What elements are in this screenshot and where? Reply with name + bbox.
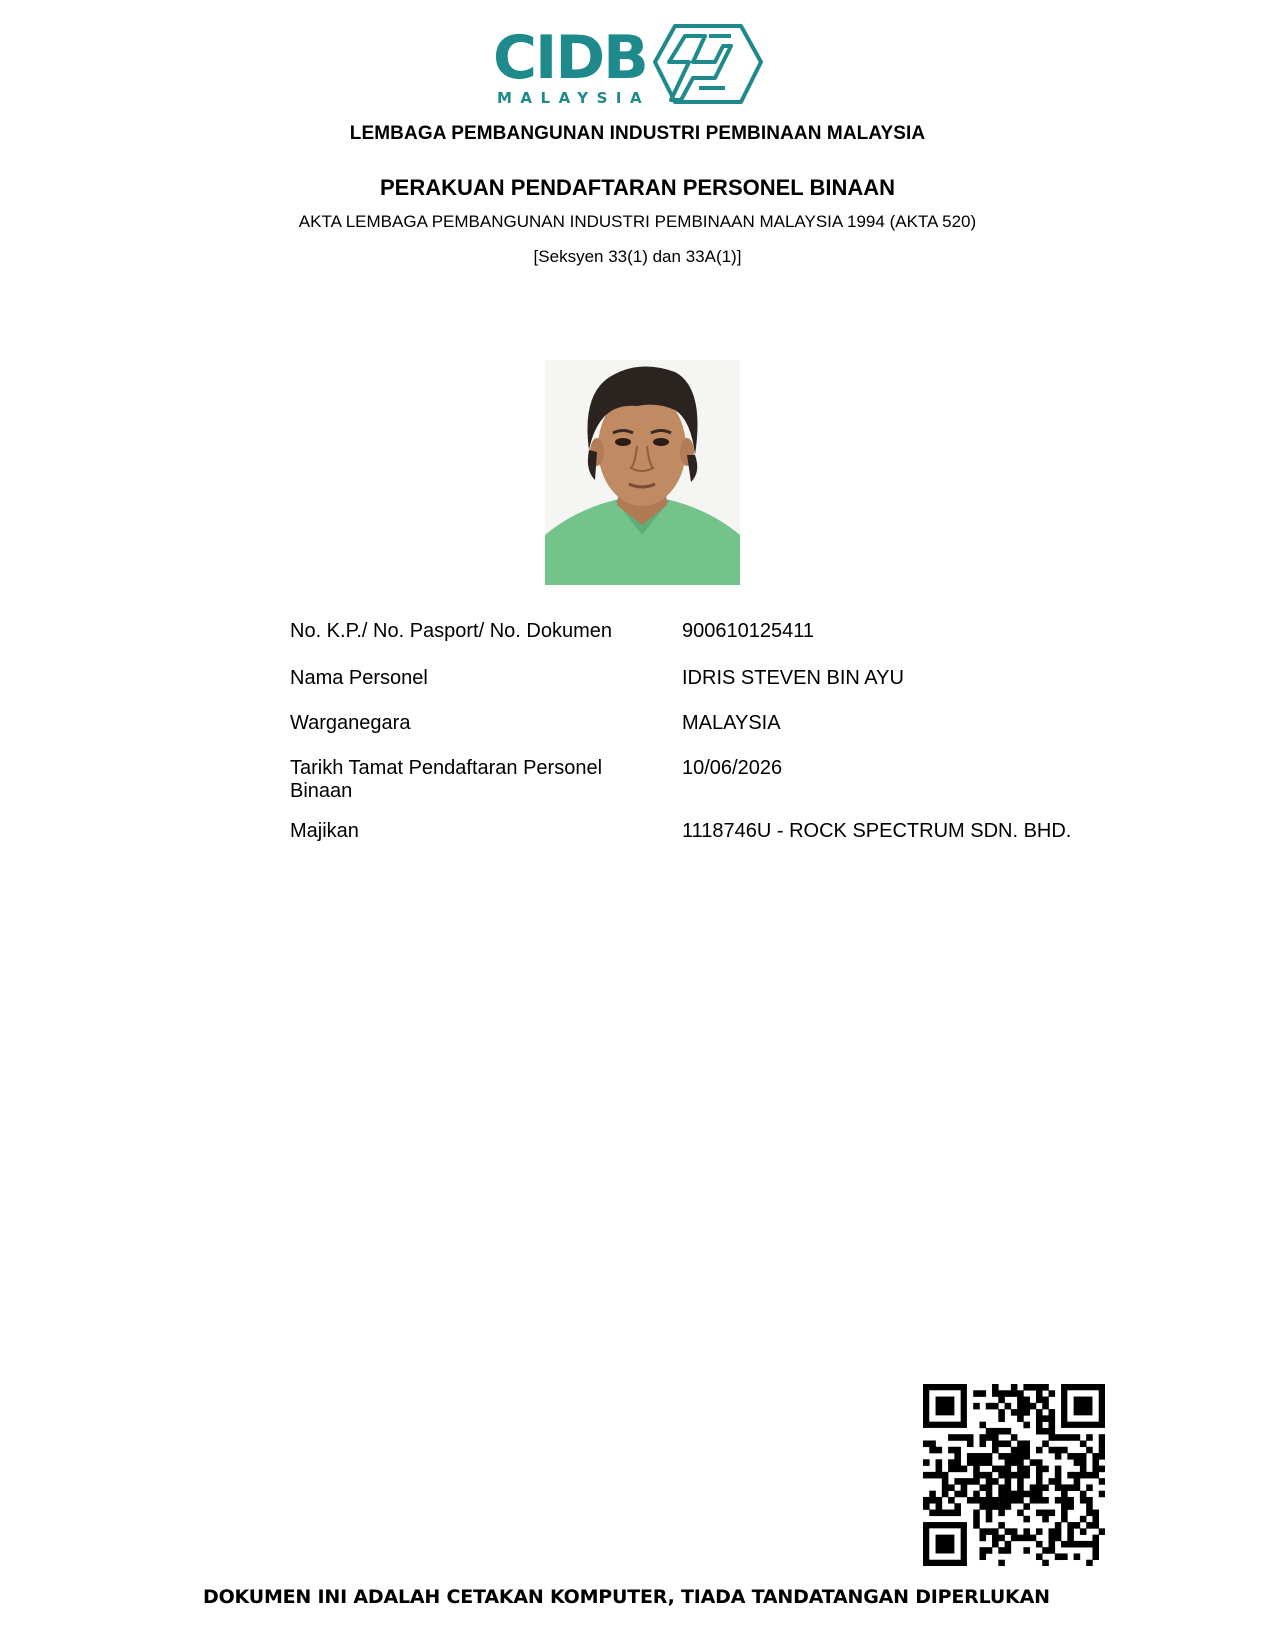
field-value: 900610125411 — [682, 620, 814, 642]
organization-name: LEMBAGA PEMBANGUNAN INDUSTRI PEMBINAAN MALAYSIA — [349, 123, 926, 144]
footer-notice: DOKUMEN INI ADALAH CETAKAN KOMPUTER, TIADA TANDATANGAN DIPERLUKAN — [203, 1586, 1050, 1608]
personnel-photo — [545, 360, 740, 585]
act-reference: AKTA LEMBAGA PEMBANGUNAN INDUSTRI PEMBINAAN MALAYSIA 1994 (AKTA 520) — [298, 212, 977, 231]
certificate-title: PERAKUAN PENDAFTARAN PERSONEL BINAAN — [380, 175, 895, 200]
cidb-logo — [493, 22, 763, 108]
qr-code-icon — [923, 1384, 1105, 1566]
field-value: 10/06/2026 — [682, 757, 783, 779]
field-label: Majikan — [290, 820, 359, 842]
section-reference: [Seksyen 33(1) dan 33A(1)] — [533, 247, 742, 266]
logo-mark-icon — [655, 26, 761, 102]
field-label: No. K.P./ No. Pasport/ No. Dokumen — [290, 620, 613, 642]
field-label: Warganegara — [290, 712, 411, 734]
logo-text: CIDB — [493, 23, 647, 93]
field-value: 1118746U - ROCK SPECTRUM SDN. BHD. — [682, 820, 1072, 842]
logo-subtext: MALAYSIA — [497, 89, 651, 107]
field-value: IDRIS STEVEN BIN AYU — [682, 667, 904, 689]
field-label: Tarikh Tamat Pendaftaran Personel Binaan — [290, 757, 603, 802]
field-value: MALAYSIA — [682, 712, 781, 734]
field-label: Nama Personel — [290, 667, 428, 689]
